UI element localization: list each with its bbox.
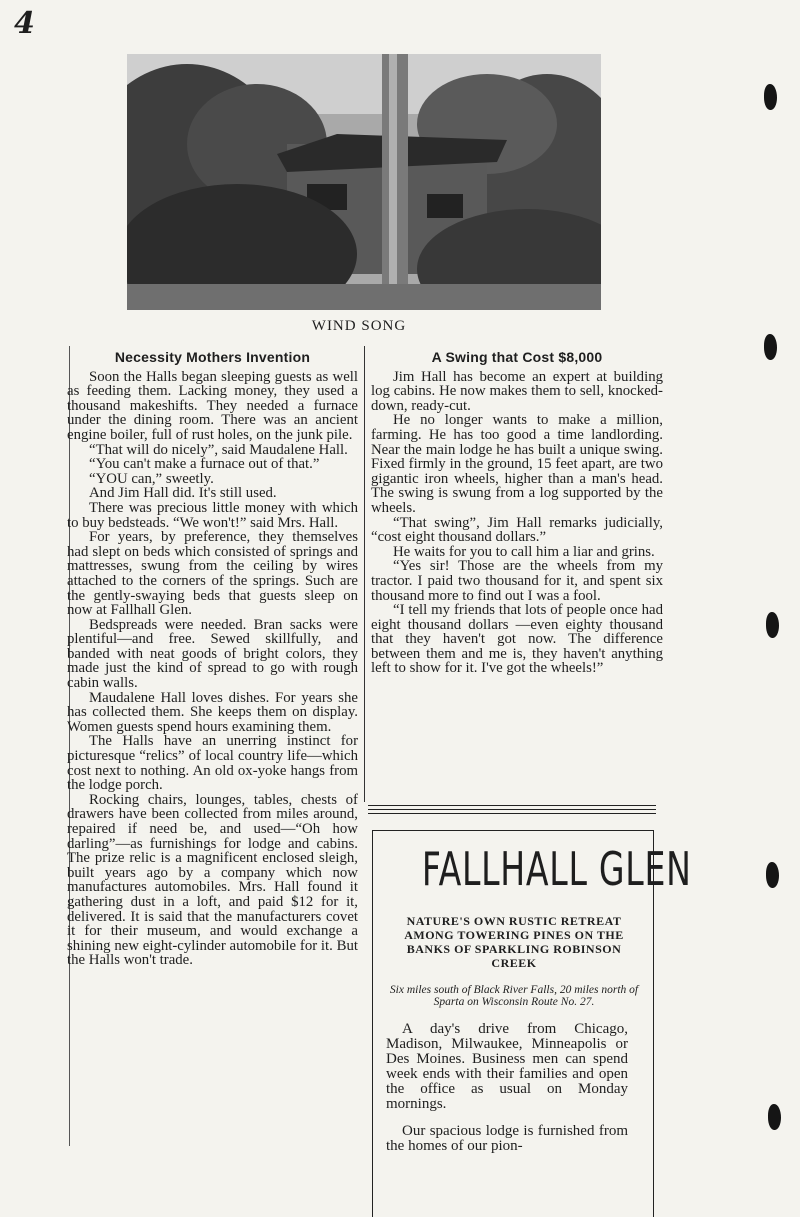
paragraph: “YOU can,” sweetly. xyxy=(89,470,214,487)
paragraph: There was precious little money with which to buy bedsteads. “We won't!” said Mrs. Hall. xyxy=(67,499,358,531)
section-rule xyxy=(368,809,656,810)
paragraph: A day's drive from Chicago, Madison, Milwaukee, Minneapolis or Des Moines. Business men can spend week ends with their families and open the office as usual on Monday mornings. xyxy=(386,1021,628,1112)
paragraph: Jim Hall has become an expert at building log cabins. He now makes them to sell, knocked-down, ready-cut. xyxy=(371,368,663,414)
paragraph: Bedspreads were needed. Bran sacks were plentiful—and free. Sewed skillfully, and banded with neat goods of bright colors, they made just the kind of spread to go with rough cabin walls. xyxy=(67,616,358,692)
paragraph: “Yes sir! Those are the wheels from my tractor. I paid two thousand for it, and spent six thousand more to find out I was a fool. xyxy=(371,558,663,604)
section-rule xyxy=(368,813,656,814)
ad-title: FALLHALL GLEN xyxy=(421,842,692,896)
ad-tagline: NATURE'S OWN RUSTIC RETREAT AMONG TOWERING PINES ON THE BANKS OF SPARKLING ROBINSON CREEK xyxy=(404,914,624,970)
paragraph: Soon the Halls began sleeping guests as well as feeding them. Lacking money, they used a thousand makeshifts. They needed a furnace under the dining room. There was an ancient engine boiler, full of rust holes, on the junk pile. xyxy=(67,368,358,443)
ad-location: Six miles south of Black River Falls, 20 miles north of Sparta on Wisconsin Route No. 27. xyxy=(389,984,639,1008)
left-article-column xyxy=(67,350,358,968)
punch-hole-mark xyxy=(766,612,779,638)
paragraph: “I tell my friends that lots of people once had eight thousand dollars —even eighty thousand that they haven't got now. The difference between them and me is, they haven't anything left to show for it. I've got the wheels!” xyxy=(371,602,663,677)
section-rule xyxy=(368,805,656,806)
paragraph: And Jim Hall did. It's still used. xyxy=(89,485,277,502)
paragraph: “You can't make a furnace out of that.” xyxy=(89,456,320,473)
right-article-heading: A Swing that Cost $8,000 xyxy=(431,349,603,365)
paragraph: “That swing”, Jim Hall remarks judicially, “cost eight thousand dollars.” xyxy=(371,514,663,546)
paragraph: Maudalene Hall loves dishes. For years she has collected them. She keeps them on display. Women guests spend hours examining them. xyxy=(67,689,358,735)
column-divider xyxy=(364,346,365,802)
paragraph: He waits for you to call him a liar and grins. xyxy=(393,543,655,560)
paragraph: Our spacious lodge is furnished from the homes of our pion- xyxy=(386,1123,628,1154)
punch-hole-mark xyxy=(764,334,777,360)
punch-hole-mark xyxy=(768,1104,781,1130)
paragraph: “That will do nicely”, said Maudalene Hall. xyxy=(89,441,348,458)
punch-hole-mark xyxy=(764,84,777,110)
paragraph: He no longer wants to make a million, farming. He has too good a time landlording. Near the main lodge he has built a unique swing. Fixed firmly in the ground, 15 feet apart, are two gigantic iron wheels, higher than a man's head. The swing is swung from a log supported by the wheels. xyxy=(371,412,663,516)
punch-hole-mark xyxy=(766,862,779,888)
page-number: 4 xyxy=(14,6,35,41)
paragraph: Rocking chairs, lounges, tables, chests of drawers have been collected from miles around, repaired if need be, and used—“Oh how darling”—as furnishings for lodge and cabins. The prize relic is a magnificent enclosed sleigh, built years ago by a company which now manufactures automobiles. Mrs. Hall found it gathering dust in a loft, and paid $12 for it, delivered. It is said that the manufacturers covet it for their museum, and would exchange a shining new eight-cylinder automobile for it. But the Halls won't trade. xyxy=(67,791,358,969)
cabin-photo xyxy=(127,54,601,310)
left-article-heading: Necessity Mothers Invention xyxy=(114,349,311,365)
ad-body xyxy=(386,1022,628,1166)
paragraph: For years, by preference, they themselves had slept on beds which consisted of springs and mattresses, swung from the ceiling by wires attached to the corners of the springs. Such are the gently-swaying beds that guests sleep on now at Fallhall Glen. xyxy=(67,529,358,619)
photo-caption: WIND SONG xyxy=(311,318,407,334)
paragraph: The Halls have an unerring instinct for picturesque “relics” of local country life—which cost next to nothing. An old ox-yoke hangs from the lodge porch. xyxy=(67,733,358,794)
right-article-column xyxy=(371,350,663,676)
